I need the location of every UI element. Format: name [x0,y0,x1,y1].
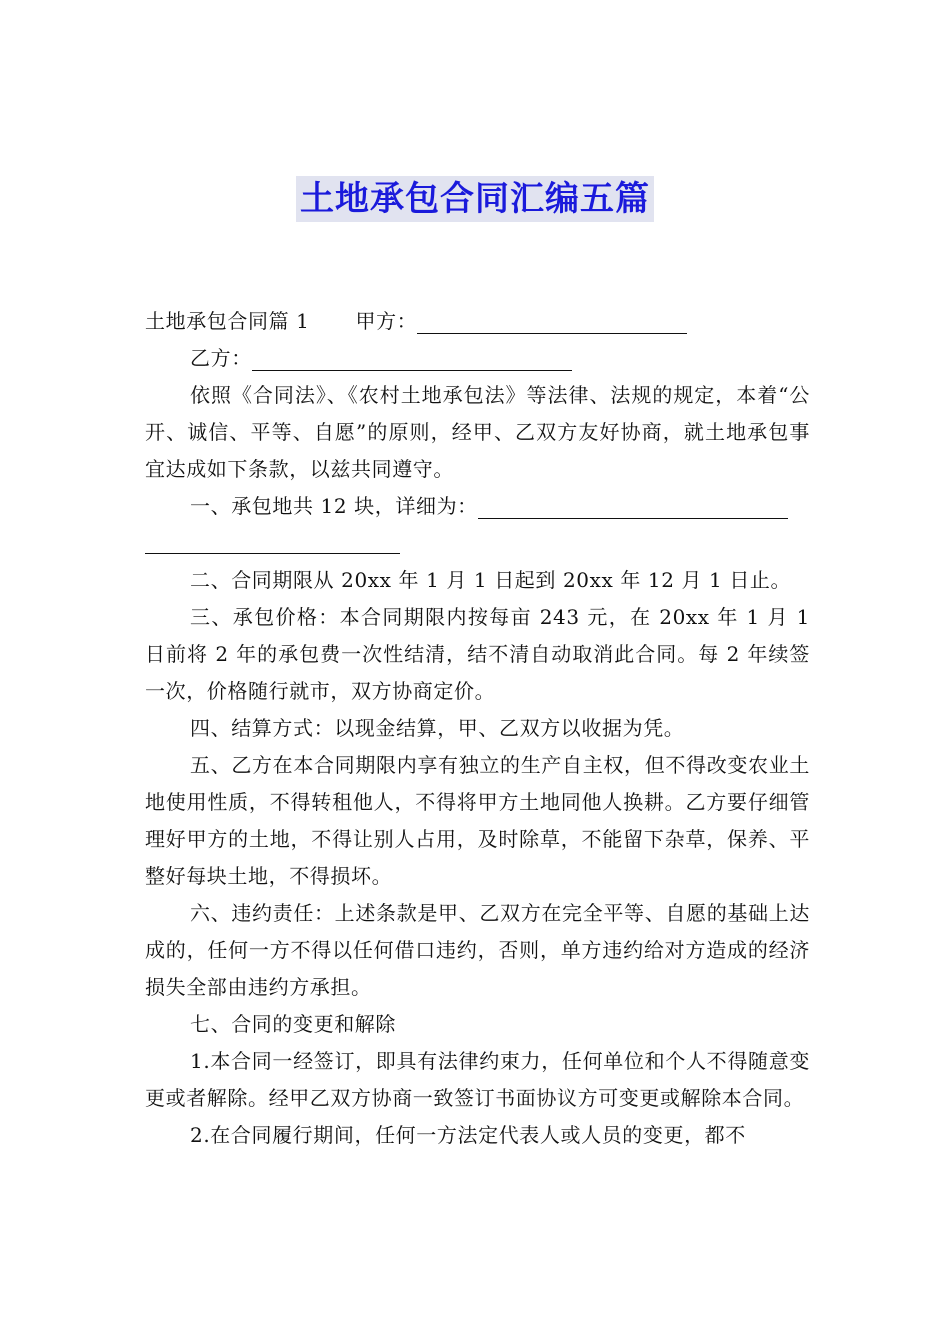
clause-4: 四、结算方式：以现金结算，甲、乙双方以收据为凭。 [190,716,685,740]
party-b-blank [252,346,572,371]
clause-1 [145,488,810,525]
document-title: 土地承包合同汇编五篇 [296,176,654,222]
clause-1-blank-continuation [145,525,400,554]
clause-1-text: 一、承包地共 12 块，详细为： [190,494,478,518]
clause-6: 六、违约责任：上述条款是甲、乙双方在完全平等、自愿的基础上达成的，任何一方不得以任何借口违约，否则，单方违约给对方造成的经济损失全部由违约方承担。 [145,901,810,999]
party-b-line [145,340,810,377]
clause-7-1: 1.本合同一经签订，即具有法律约束力，任何单位和个人不得随意变更或者解除。经甲乙双方协商一致签订书面协议方可变更或解除本合同。 [145,1049,810,1110]
clause-7: 七、合同的变更和解除 [190,1012,396,1036]
clause-1-blank [478,494,788,519]
clause-2: 二、合同期限从 20xx 年 1 月 1 日起到 20xx 年 12 月 1 日止。 [190,568,792,592]
contract-heading: 土地承包合同篇 1 [145,309,310,333]
party-a-label: 甲方： [355,309,418,333]
clause-7-2: 2.在合同履行期间，任何一方法定代表人或人员的变更，都不 [190,1123,746,1147]
party-a-blank [417,309,687,334]
document-body [145,303,810,1154]
clause-5: 五、乙方在本合同期限内享有独立的生产自主权，但不得改变农业土地使用性质，不得转租他人，不得将甲方土地同他人换耕。乙方要仔细管理好甲方的土地，不得让别人占用，及时除草，不能留下杂草，保养、平整好每块土地，不得损坏。 [145,753,810,888]
clause-3: 三、承包价格：本合同期限内按每亩 243 元，在 20xx 年 1 月 1 日前将 2 年的承包费一次性结清，结不清自动取消此合同。每 2 年续签一次，价格随行就市，双方协商定价。 [145,605,810,703]
intro-paragraph: 依照《合同法》、《农村土地承包法》等法律、法规的规定，本着“公开、诚信、平等、自愿”的原则，经甲、乙双方友好协商，就土地承包事宜达成如下条款，以兹共同遵守。 [145,383,810,481]
title-container [0,176,950,222]
contract-heading-line [145,303,810,340]
party-b-label: 乙方： [190,346,252,370]
